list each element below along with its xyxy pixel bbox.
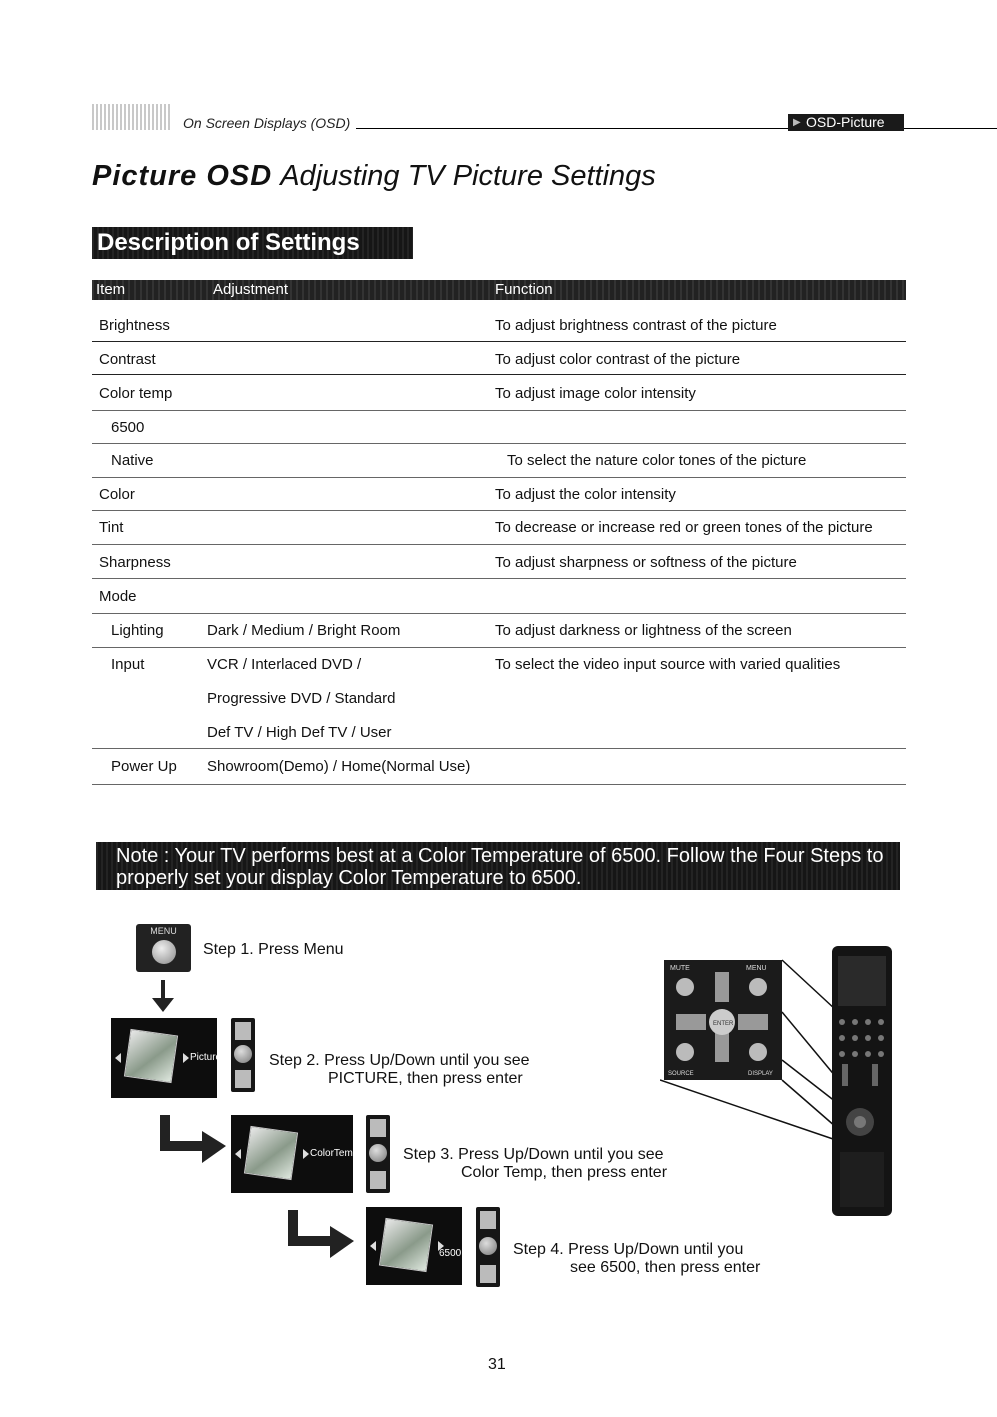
enter-key-icon (369, 1144, 387, 1162)
osd-cube-icon (244, 1126, 298, 1180)
row-adjustment: VCR / Interlaced DVD / (207, 656, 362, 673)
svg-text:ENTER: ENTER (713, 1021, 734, 1027)
row-divider (92, 784, 906, 785)
row-item: Color (99, 486, 135, 503)
note-banner (96, 842, 900, 890)
svg-text:MUTE: MUTE (670, 965, 690, 972)
bent-arrow-icon (288, 1210, 354, 1262)
row-item: Mode (99, 588, 137, 605)
row-item: Brightness (99, 317, 170, 334)
left-arrow-icon (370, 1241, 376, 1251)
remote-control-icon (660, 942, 895, 1217)
row-function: To select the nature color tones of the picture (507, 452, 807, 469)
row-item: Contrast (99, 351, 156, 368)
row-item: Lighting (111, 622, 164, 639)
row-function: To decrease or increase red or green tones of the picture (495, 519, 873, 536)
row-divider (92, 443, 906, 444)
table-header (92, 280, 906, 300)
enter-key-icon (479, 1237, 497, 1255)
row-function: To select the video input source with varied qualities (495, 656, 841, 673)
row-adjustment: Dark / Medium / Bright Room (207, 622, 401, 639)
row-item: 6500 (111, 419, 145, 436)
svg-text:DISPLAY: DISPLAY (748, 1071, 773, 1077)
step-3-text-2: Color Temp, then press enter (461, 1164, 668, 1181)
osd-cube-icon (379, 1218, 433, 1272)
row-divider (92, 748, 906, 749)
down-key-icon (370, 1171, 386, 1189)
section-tag (788, 114, 904, 131)
up-down-key-icon (476, 1207, 500, 1287)
osd-label: Picture (190, 1052, 222, 1063)
note-line-1: Note : Your TV performs best at a Color Temperature of 6500. Follow the Four Steps to (116, 845, 884, 867)
row-function: To adjust brightness contrast of the picture (495, 317, 777, 334)
up-down-key-icon (366, 1115, 390, 1193)
left-arrow-icon (235, 1149, 241, 1159)
osd-6500-icon (366, 1207, 462, 1285)
osd-colortemp-icon (231, 1115, 359, 1193)
page-title (92, 160, 656, 193)
row-divider (92, 647, 906, 648)
row-divider (92, 510, 906, 511)
row-divider (92, 544, 906, 545)
right-arrow-icon (303, 1149, 309, 1159)
osd-cube-icon (124, 1029, 178, 1083)
row-function: To adjust image color intensity (495, 385, 696, 402)
page-number: 31 (488, 1356, 506, 1373)
row-divider (92, 578, 906, 579)
up-key-icon (235, 1022, 251, 1040)
section-tag-label: OSD-Picture (806, 114, 885, 130)
step-4-text-2: see 6500, then press enter (570, 1259, 761, 1276)
note-line-2: properly set your display Color Temperature to 6500. (116, 867, 582, 889)
page-title-rest: Adjusting TV Picture Settings (280, 160, 656, 192)
step-1-text: Step 1. Press Menu (203, 941, 344, 958)
row-item: Tint (99, 519, 124, 536)
enter-key-icon (234, 1045, 252, 1063)
bent-arrow-icon (160, 1115, 226, 1167)
header-adjustment: Adjustment (213, 281, 289, 298)
osd-label: ColorTemp (310, 1148, 359, 1159)
row-divider (92, 613, 906, 614)
row-divider (92, 341, 906, 342)
section-header: On Screen Displays (OSD) (183, 115, 351, 131)
svg-text:MENU: MENU (746, 965, 767, 972)
header-item: Item (96, 281, 126, 298)
row-divider (92, 374, 906, 375)
menu-key-label: MENU (150, 926, 177, 936)
up-down-key-icon (231, 1018, 255, 1092)
row-function: To adjust color contrast of the picture (495, 351, 741, 368)
step-4-text-1: Step 4. Press Up/Down until you (513, 1241, 744, 1258)
step-2-text-1: Step 2. Press Up/Down until you see (269, 1052, 530, 1069)
menu-key-icon (136, 924, 191, 972)
row-function: To adjust sharpness or softness of the picture (495, 554, 797, 571)
row-item: Color temp (99, 385, 173, 402)
row-function: To adjust the color intensity (495, 486, 676, 503)
description-banner: Description of Settings (92, 227, 413, 259)
row-item: Power Up (111, 758, 177, 775)
row-divider (92, 410, 906, 411)
down-arrow-icon (152, 980, 174, 1012)
row-divider (92, 477, 906, 478)
play-arrow-icon: ▶ (793, 117, 801, 128)
osd-label: 6500 (439, 1248, 462, 1259)
left-arrow-icon (115, 1053, 121, 1063)
row-item: Input (111, 656, 145, 673)
row-adjustment: Def TV / High Def TV / User (207, 724, 392, 741)
menu-knob-icon (152, 940, 176, 964)
down-key-icon (235, 1070, 251, 1088)
row-item: Native (111, 452, 154, 469)
right-arrow-icon (183, 1053, 189, 1063)
page-title-bold: Picture OSD (92, 160, 273, 192)
row-adjustment: Progressive DVD / Standard (207, 690, 396, 707)
step-2-text-2: PICTURE, then press enter (328, 1070, 523, 1087)
row-adjustment: Showroom(Demo) / Home(Normal Use) (207, 758, 471, 775)
header-function: Function (495, 281, 553, 298)
row-function: To adjust darkness or lightness of the screen (495, 622, 792, 639)
header-decoration (92, 104, 172, 130)
up-key-icon (370, 1119, 386, 1137)
osd-picture-icon (111, 1018, 222, 1098)
up-key-icon (480, 1211, 496, 1229)
step-3-text-1: Step 3. Press Up/Down until you see (403, 1146, 664, 1163)
row-item: Sharpness (99, 554, 171, 571)
down-key-icon (480, 1265, 496, 1283)
svg-text:SOURCE: SOURCE (668, 1071, 694, 1077)
